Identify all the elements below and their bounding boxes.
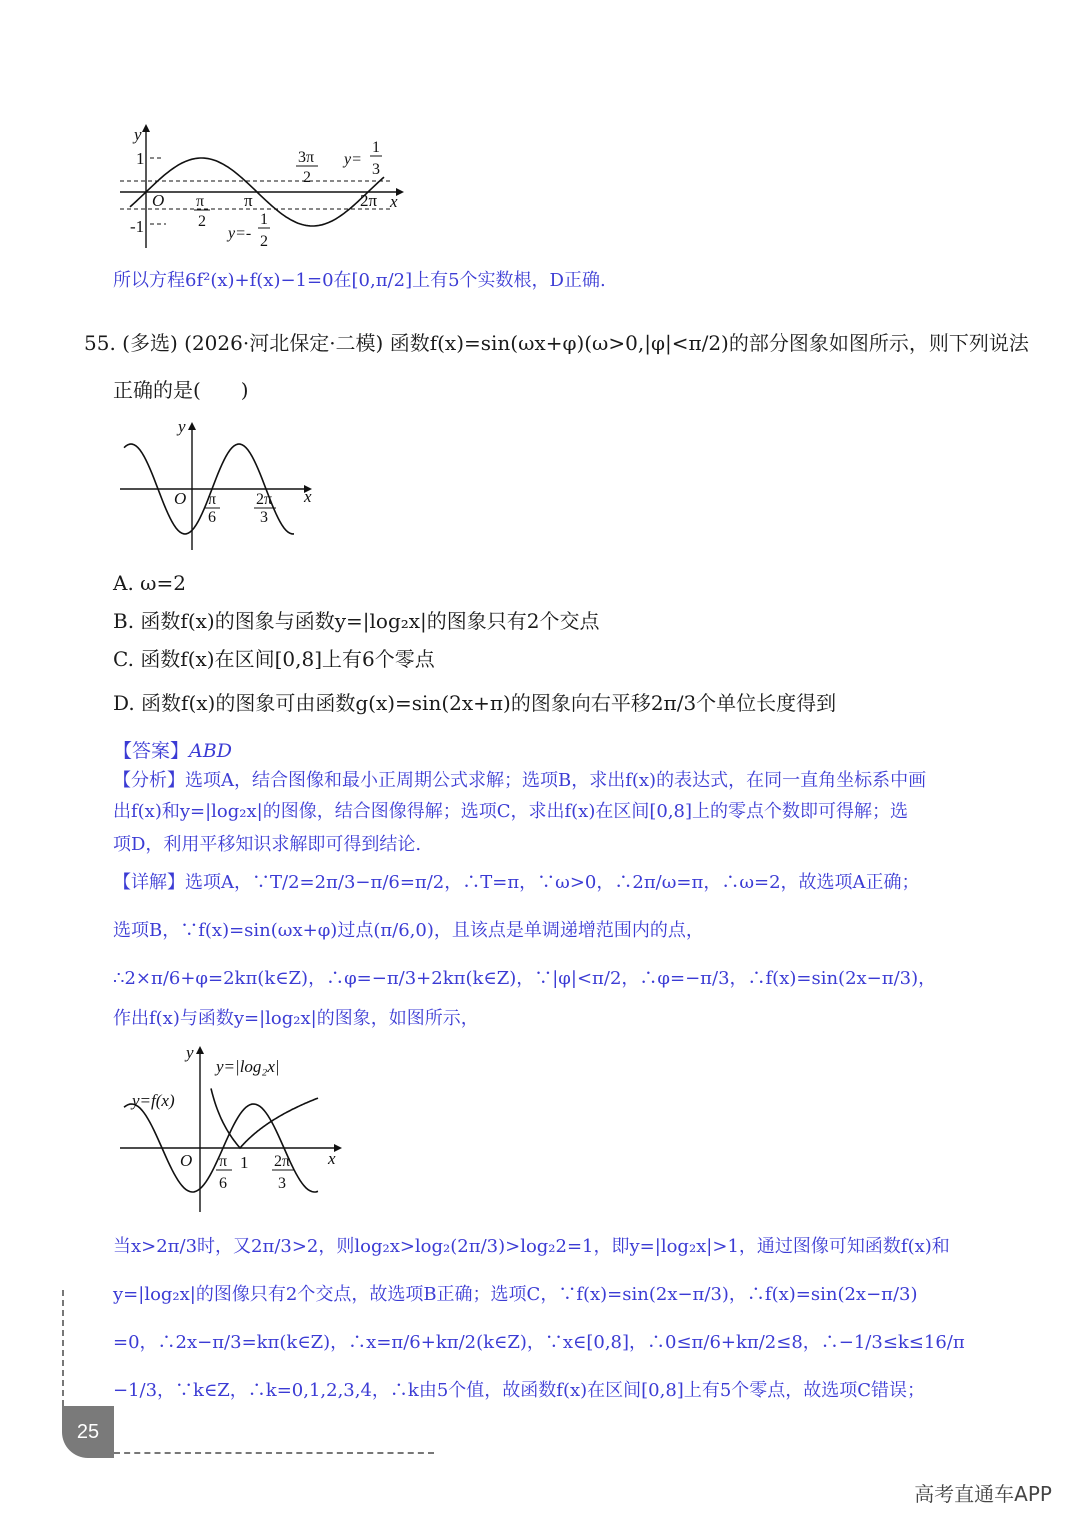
- x-axis-label: x: [390, 192, 398, 211]
- svg-text:y=: y=: [344, 151, 362, 168]
- question-text: 函数f(x)=sin(ωx+φ)(ω>0,|φ|<π/2)的部分图象如图所示，则下列说法: [389, 331, 1029, 355]
- tick-one-label: 1: [240, 1153, 249, 1172]
- question-source: (2026·河北保定·二模): [184, 331, 384, 355]
- watermark: 高考直通车APP: [914, 1482, 1052, 1506]
- detail-line-7: =0，∴2x−π/3=kπ(k∈Z)，∴x=π/6+kπ/2(k∈Z)，∵x∈[0,8]，∴0≤π/6+kπ/2≤8，∴−1/3≤k≤16/π: [113, 1332, 965, 1353]
- f-curve-label: y=f(x): [132, 1091, 175, 1110]
- detail-tag: 【详解】: [113, 872, 185, 893]
- conclusion-54: 所以方程6f²(x)+f(x)−1=0在[0,π/2]上有5个实数根，D正确.: [113, 270, 606, 291]
- detail-line-6: y=|log₂x|的图像只有2个交点，故选项B正确；选项C，∵f(x)=sin(2x−π/3)，∴f(x)=sin(2x−π/3): [113, 1284, 918, 1305]
- y-minus-one-label: -1: [130, 217, 145, 236]
- question-stem-2: 正确的是( ): [113, 378, 249, 402]
- svg-text:2π: 2π: [256, 491, 273, 508]
- svg-text:y=-: y=-: [228, 225, 252, 242]
- y-axis-label: y: [134, 125, 142, 144]
- svg-text:1: 1: [372, 139, 380, 156]
- question-stem: [84, 328, 1029, 358]
- analysis-line-2: 出f(x)和y=|log₂x|的图像，结合图像得解；选项C，求出f(x)在区间[0,8]上的零点个数即可得解；选: [113, 801, 909, 822]
- question-number: 55.: [84, 331, 116, 355]
- svg-text:1: 1: [260, 211, 268, 228]
- page-border-vertical: [62, 1290, 64, 1406]
- log-curve-label: y=|log₂x|: [216, 1057, 280, 1076]
- svg-text:3: 3: [278, 1175, 286, 1192]
- svg-text:π: π: [196, 193, 205, 210]
- y-one-label: 1: [136, 149, 145, 168]
- svg-text:2π: 2π: [274, 1153, 291, 1170]
- detail-line-5: 当x>2π/3时，又2π/3>2，则log₂x>log₂(2π/3)>log₂2=1，即y=|log₂x|>1，通过图像可知函数f(x)和: [113, 1236, 950, 1257]
- svg-text:6: 6: [208, 509, 216, 526]
- graph-sine-and-log: [112, 1040, 352, 1216]
- answer: [113, 736, 232, 766]
- x-axis-label: x: [328, 1149, 336, 1168]
- origin-label: O: [180, 1151, 193, 1170]
- page-number: 25: [62, 1406, 114, 1458]
- svg-text:3π: 3π: [298, 149, 315, 166]
- option-a: A. ω=2: [113, 571, 186, 595]
- origin-label: O: [174, 489, 187, 508]
- svg-text:2: 2: [260, 233, 268, 250]
- answer-tag: 【答案】: [113, 740, 190, 762]
- question-type: (多选): [122, 331, 178, 355]
- analysis-line-3: 项D，利用平移知识求解即可得到结论.: [113, 834, 422, 855]
- y-axis-label: y: [186, 1043, 194, 1062]
- tick-pi-label: π: [244, 191, 253, 210]
- svg-text:3: 3: [260, 509, 268, 526]
- svg-text:π: π: [208, 491, 217, 508]
- x-axis-label: x: [304, 487, 312, 506]
- svg-text:2: 2: [198, 213, 206, 230]
- option-b: B. 函数f(x)的图象与函数y=|log₂x|的图象只有2个交点: [113, 609, 600, 633]
- detail-line-8: −1/3，∵k∈Z，∴k=0,1,2,3,4，∴k由5个值，故函数f(x)在区间[0,8]上有5个零点，故选项C错误；: [113, 1380, 926, 1401]
- tick-2pi-label: 2π: [360, 191, 378, 210]
- graph-sine-partial: [112, 416, 322, 554]
- detail-line-4: 作出f(x)与函数y=|log₂x|的图象，如图所示，: [113, 1008, 479, 1029]
- analysis-tag: 【分析】: [113, 770, 185, 791]
- svg-text:3: 3: [372, 161, 380, 178]
- page-border-horizontal: [114, 1452, 434, 1454]
- detail-line-3: ∴2×π/6+φ=2kπ(k∈Z)，∴φ=−π/3+2kπ(k∈Z)，∵|φ|<π/2，∴φ=−π/3，∴f(x)=sin(2x−π/3)，: [113, 968, 937, 989]
- detail-line-1: 【详解】选项A，∵T/2=2π/3−π/6=π/2，∴T=π，∵ω>0，∴2π/ω=π，∴ω=2，故选项A正确；: [113, 872, 920, 893]
- detail-line-2: 选项B，∵f(x)=sin(ωx+φ)过点(π/6,0)，且该点是单调递增范围内的点，: [113, 920, 704, 941]
- graph-sine-with-lines: [110, 120, 410, 255]
- option-d: D. 函数f(x)的图象可由函数g(x)=sin(2x+π)的图象向右平移2π/3个单位长度得到: [113, 691, 837, 715]
- y-axis-label: y: [178, 417, 186, 436]
- option-c: C. 函数f(x)在区间[0,8]上有6个零点: [113, 647, 435, 671]
- answer-value: ABD: [189, 740, 232, 762]
- svg-text:6: 6: [219, 1175, 227, 1192]
- svg-text:2: 2: [303, 169, 311, 186]
- svg-text:π: π: [219, 1153, 228, 1170]
- analysis-line-1: 【分析】选项A，结合图像和最小正周期公式求解；选项B，求出f(x)的表达式，在同一直角坐标系中画: [113, 770, 927, 791]
- origin-label: O: [152, 191, 165, 210]
